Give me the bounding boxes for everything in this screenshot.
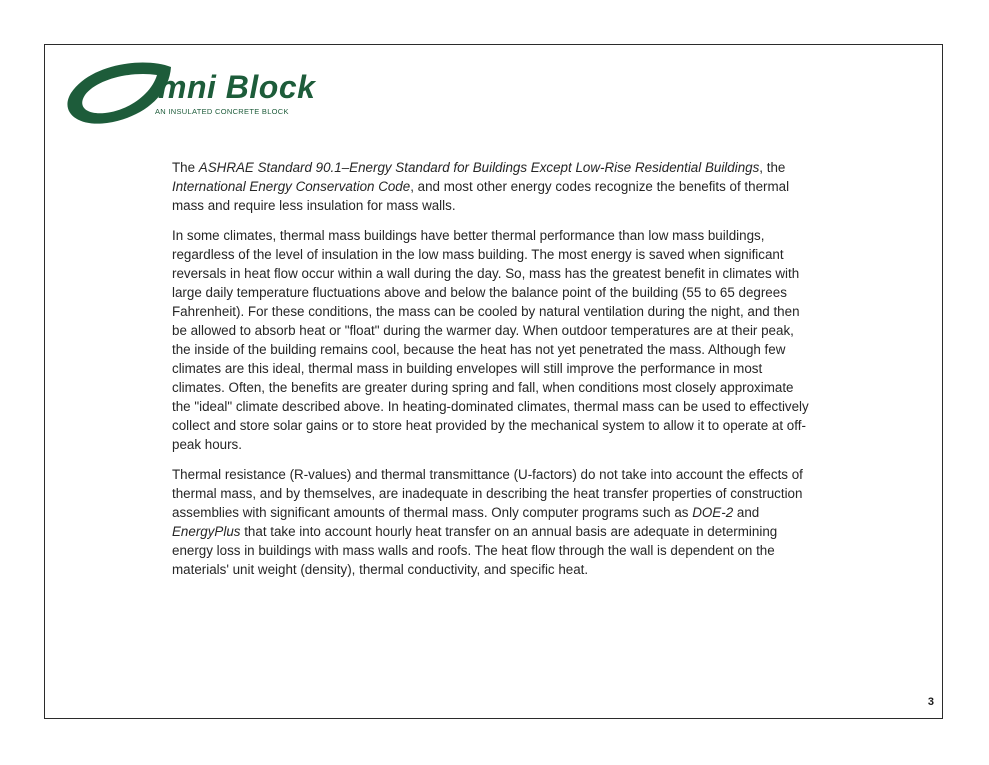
paragraph-thermal-resistance	[172, 465, 812, 579]
text-run: and	[733, 505, 760, 520]
paragraph-energy-codes	[172, 158, 812, 215]
text-run: ASHRAE Standard 90.1–Energy Standard for Buildings Except Low-Rise Residential Buildings	[198, 160, 760, 175]
logo-wordmark: mni Block	[158, 69, 316, 105]
text-run: Thermal resistance (R-values) and thermal transmittance (U-factors) do not take into account the effects of thermal mass, and by themselves, are inadequate in describing the heat transfer properties of construction assemblies with significant amounts of thermal mass. Only computer programs such as	[172, 467, 803, 520]
text-run: that take into account hourly heat transfer on an annual basis are adequate in determining energy loss in buildings with mass walls and roofs. The heat flow through the wall is dependent on the materials' unit weight (density), thermal conductivity, and specific heat.	[172, 524, 778, 577]
text-run: , and most other energy codes recognize the benefits of thermal mass and require less insulation for mass walls.	[172, 179, 790, 213]
text-run: The	[172, 160, 199, 175]
logo-tagline: AN INSULATED CONCRETE BLOCK	[155, 107, 289, 116]
body-text	[172, 158, 812, 590]
omniblock-logo	[65, 59, 365, 131]
text-run: DOE-2	[692, 505, 734, 520]
text-run: , the	[759, 160, 786, 175]
text-run: In some climates, thermal mass buildings have better thermal performance than low mass buildings, regardless of the level of insulation in the low mass building. The most energy is saved when significant reversals in heat flow occur within a wall during the day. So, mass has the greatest benefit in climates with large daily temperature fluctuations above and below the balance point of the building (55 to 65 degrees Fahrenheit). For these conditions, the mass can be cooled by natural ventilation during the night, and then be allowed to absorb heat or "float" during the warmer day. When outdoor temperatures are at their peak, the inside of the building remains cool, because the heat has not yet penetrated the mass. Although few climates are this ideal, thermal mass in building envelopes will still improve the performance in most climates. Often, the benefits are greater during spring and fall, when conditions most closely approximate the "ideal" climate described above. In heating-dominated climates, thermal mass can be used to effectively collect and store solar gains or to store heat provided by the mechanical system to allow it to operate at off-peak hours.	[172, 228, 809, 452]
text-run: International Energy Conservation Code	[172, 179, 411, 194]
text-run: EnergyPlus	[172, 524, 241, 539]
slide-page	[44, 44, 943, 719]
page-number: 3	[927, 696, 934, 708]
paragraph-climate-performance	[172, 226, 812, 454]
